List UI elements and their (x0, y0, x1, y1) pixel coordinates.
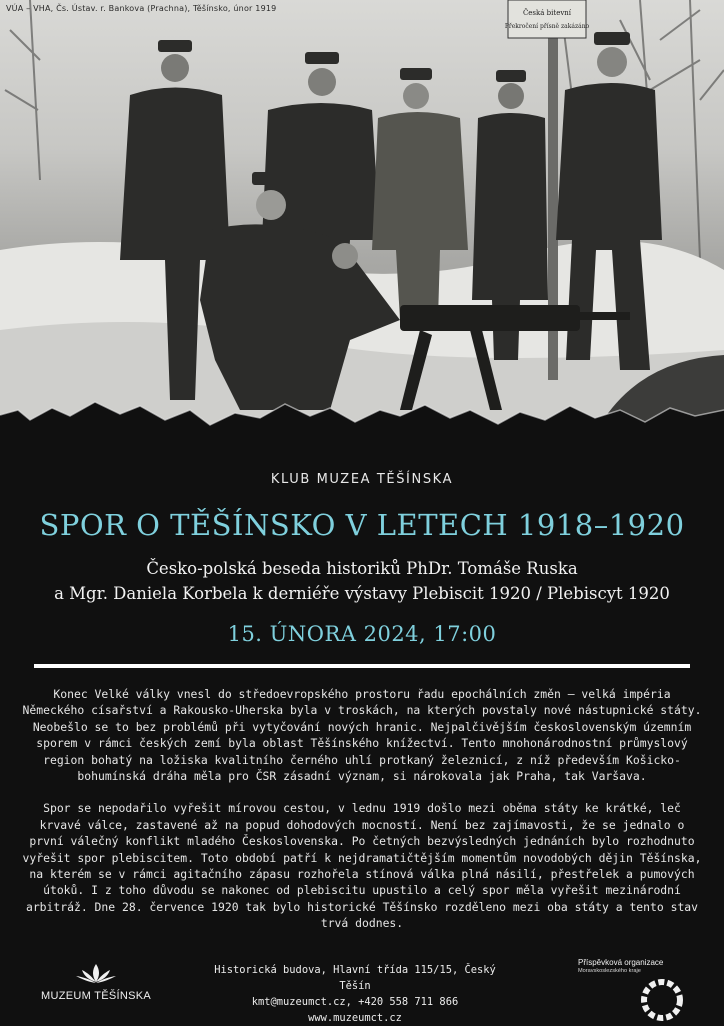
event-date: 15. ÚNORA 2024, 17:00 (227, 622, 497, 646)
divider (34, 664, 690, 668)
description-paragraph-2: Spor se nepodařilo vyřešit mírovou cestou, v lednu 1919 došlo mezi oběma státy ke krátké, leč krvavé válce, zastavené až na popud dohodových mocností. Není bez zajímavosti, že se jednalo o první válečný konflikt mladého Československa. Po četných bezvýsledných jednáních bylo rozhodnuto vyřešit spor plebiscitem. Toto období patří k nejdramatičtějším momentům novodobých dějin Těšínska, na kterém se v rámci agitačního zápasu rozhořela stínová válka plná násilí, přestřelek a pumových útoků. I z toho důvodu se nakonec od plebiscitu upustilo a celý spor měla vyřešit mezinárodní arbitráž. Dne 28. července 1920 tak bylo historické Těšínsko rozděleno mezi oba státy a tento stav trvá dodnes. (22, 801, 702, 931)
contact-info (205, 962, 505, 1026)
org-line-1: Příspěvková organizace (578, 958, 664, 967)
region-organization-logo (578, 958, 708, 1024)
event-description (22, 686, 702, 948)
description-paragraph-1: Konec Velké války vnesl do středoevropského prostoru řadu epochálních změn – velká impéria Německého císařství a Rakousko-Uherska byla v troskách, na kterých povstaly nové nástupnické státy. Neobešlo se to bez problémů při vytyčování nových hranic. Nejpalčivějším československým územním sporem v rámci českých zemí byla oblast Těšínského knížectví. Tento mnohonárodnostní průmyslový region bohatý na ložiska kvalitního černého uhlí protkaný železnicí, z níž především Košicko-bohumínská dráha měla pro ČSR zásadní význam, si nárokovala jak Praha, tak Varšava. (22, 687, 702, 784)
sign-text-1: Česká bitevní (522, 9, 572, 17)
website-link[interactable]: www.muzeumct.cz (308, 1012, 402, 1024)
historical-photo (0, 0, 724, 425)
museum-logo-text: MUZEUM TĚŠÍNSKA (40, 990, 152, 1002)
sign-board (508, 0, 586, 38)
photo-caption: VÚA – VHA, Čs. Ústav. r. Bankova (Prachna), Těšínsko, únor 1919 (6, 4, 277, 13)
event-title: SPOR O TĚŠÍNSKO V LETECH 1918–1920 (39, 508, 685, 542)
address: Historická budova, Hlavní třída 115/15, Český Těšín (214, 964, 496, 992)
email-phone[interactable]: kmt@muzeumct.cz, +420 558 711 866 (251, 996, 459, 1008)
photo-illustration (0, 0, 724, 425)
torn-edge (0, 380, 724, 450)
club-label: KLUB MUZEA TĚŠÍNSKA (270, 472, 454, 487)
region-circle-icon (638, 976, 686, 1024)
museum-logo (40, 962, 152, 1002)
lotus-icon (76, 962, 116, 984)
subtitle-line-1: Česko-polská beseda historiků PhDr. Tomáše Ruska (146, 559, 578, 578)
subtitle-line-2: a Mgr. Daniela Korbela k derniéře výstavy Plebiscit 1920 / Plebiscyt 1920 (54, 584, 670, 603)
event-subtitle (0, 556, 724, 606)
org-line-2: Moravskoslezského kraje (578, 968, 641, 974)
sign-text-2: Překročení přísně zakázáno (504, 23, 590, 30)
